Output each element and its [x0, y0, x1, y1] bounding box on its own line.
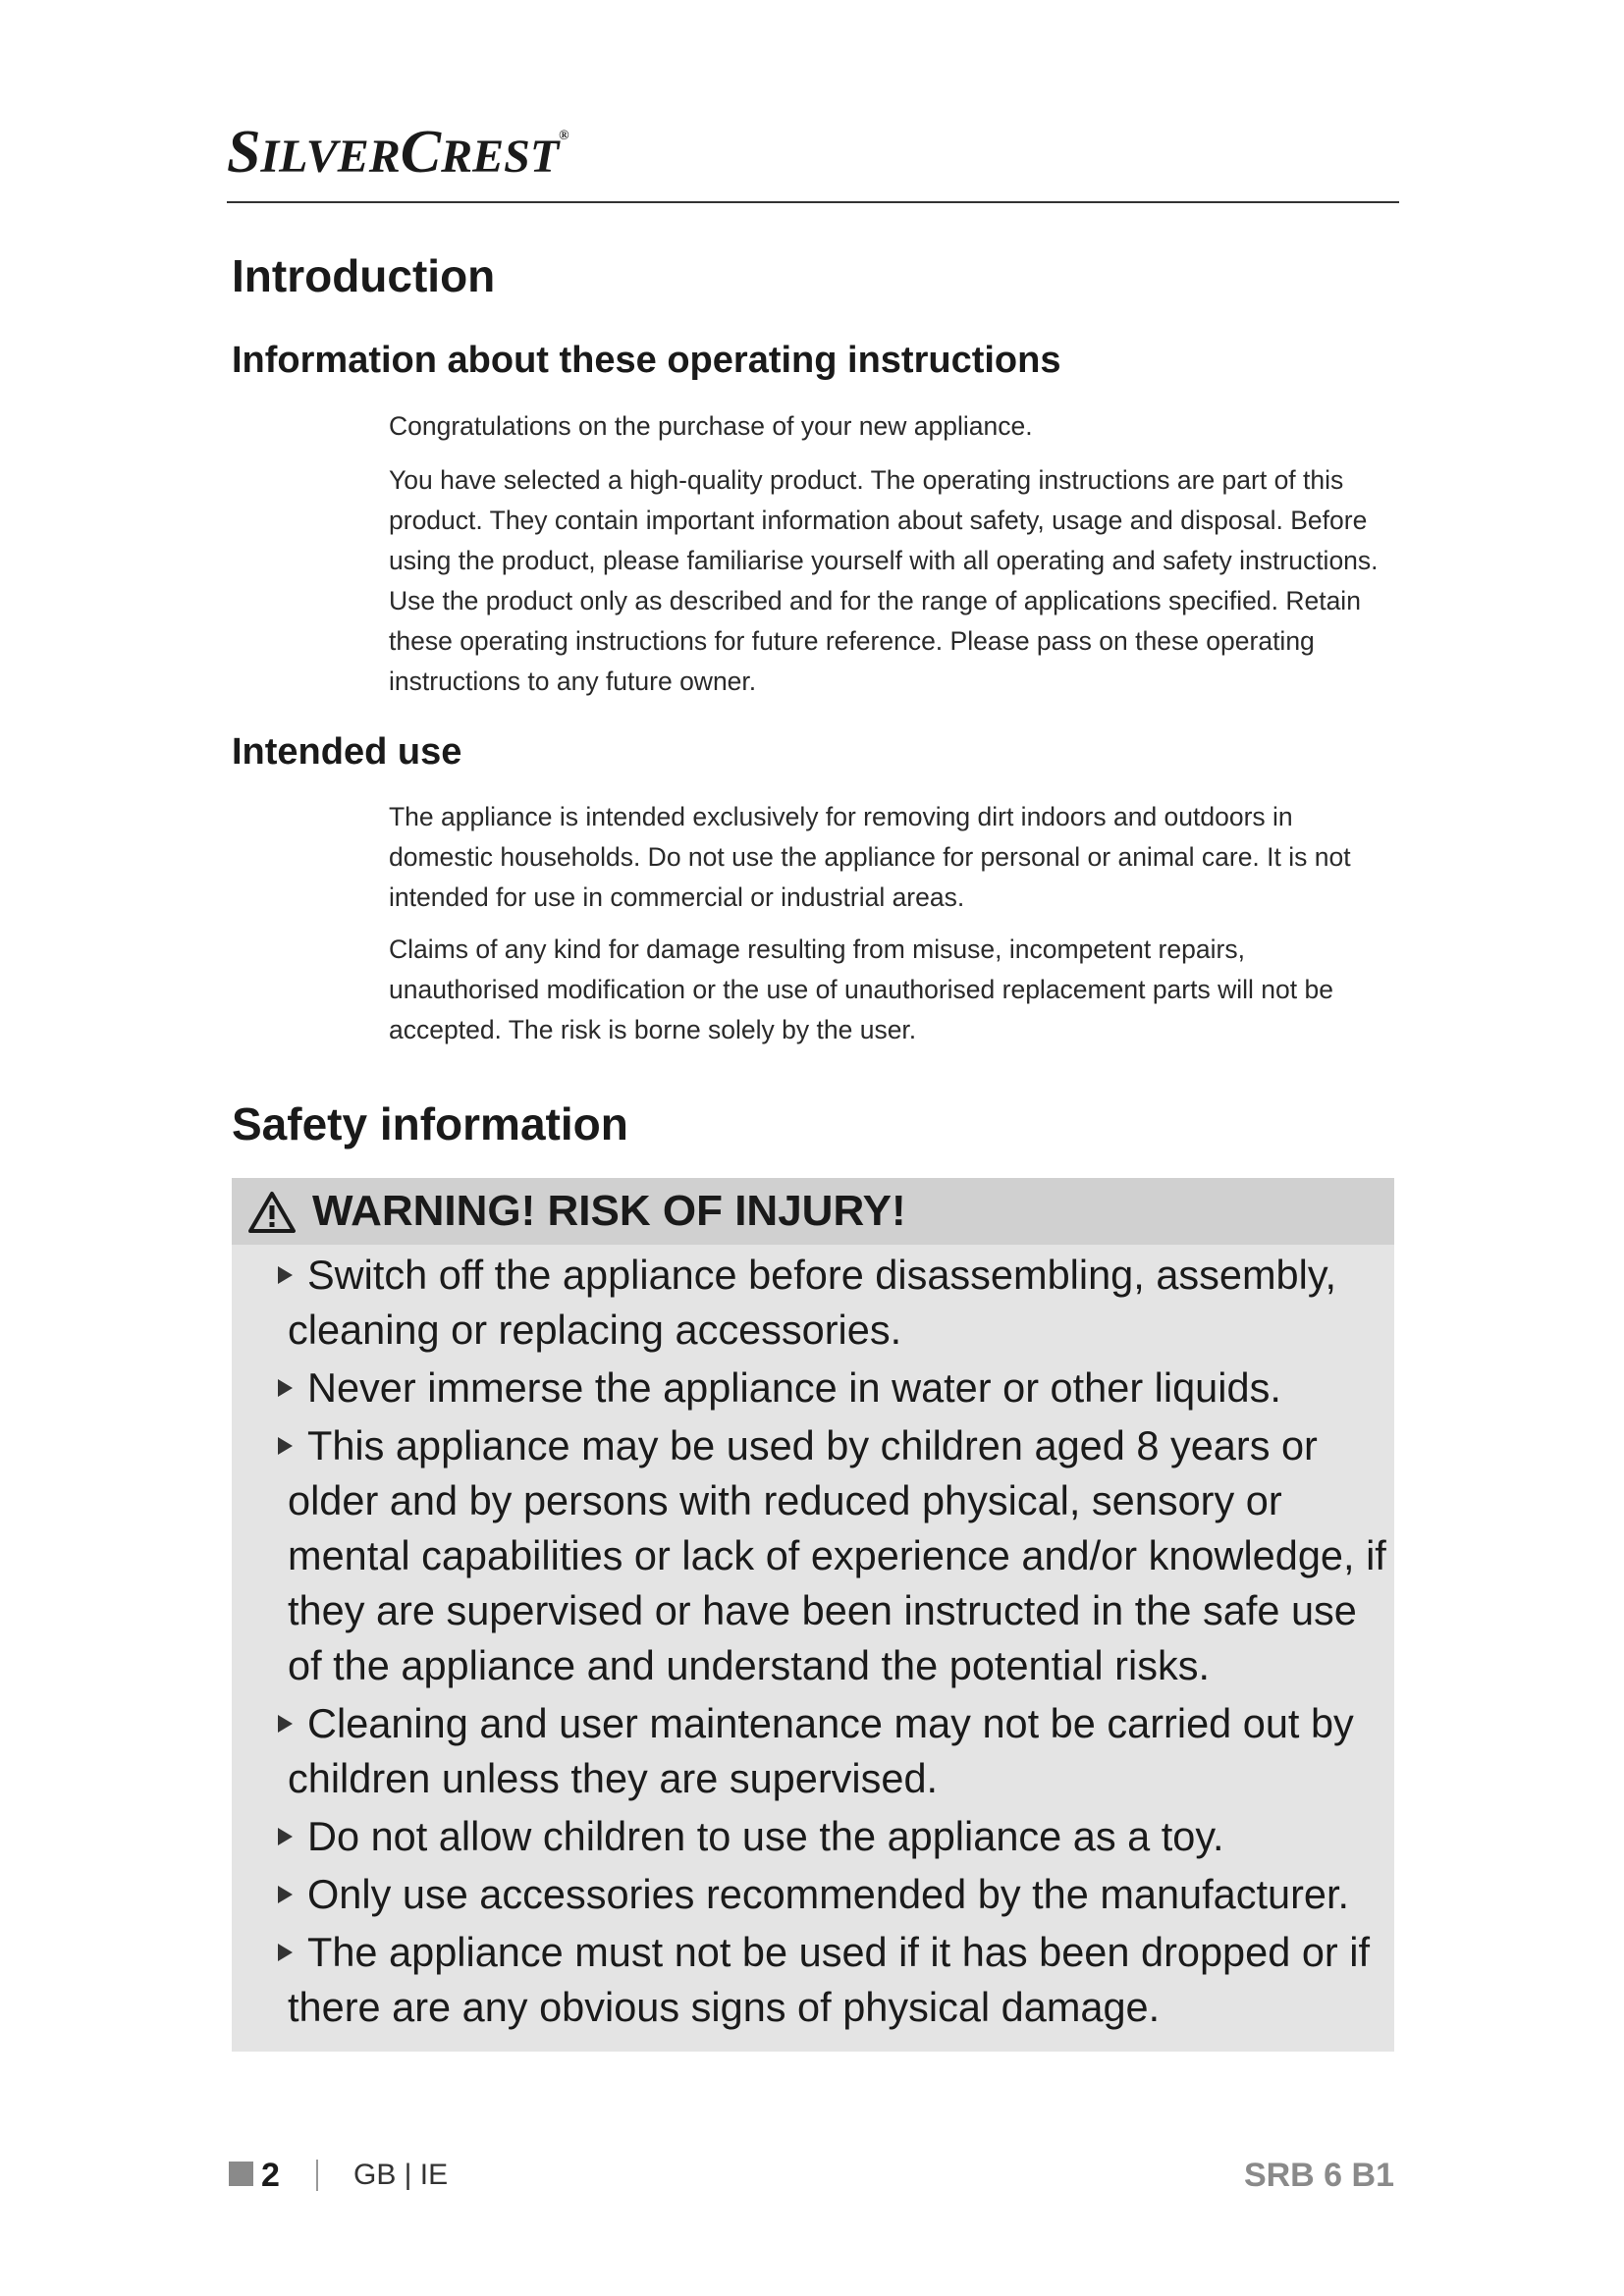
- warning-title: WARNING! RISK OF INJURY!: [312, 1187, 906, 1235]
- warning-bullet: This appliance may be used by children aged 8 years or older and by persons with reduced physical, sensory or mental capabilities or lack of experience and/or knowledge, if they are supervised or have been instructed in the safe use of the appliance and understand the potential risks.: [232, 1418, 1394, 1693]
- bullet-arrow-icon: [278, 1379, 293, 1397]
- warning-triangle-icon: [247, 1191, 297, 1234]
- warning-bullet: Never immerse the appliance in water or other liquids.: [232, 1361, 1394, 1415]
- bullet-arrow-icon: [278, 1437, 293, 1455]
- intro-paragraph-product-info: You have selected a high-quality product. The operating instructions are part of this product. They contain important information about safety, usage and disposal. Before using the product, please familiarise yourself with all operating and safety instructions. Use the product only as described and for the range of applications specified. Retain these operating instructions for future reference. Please pass on these operating instructions to any future owner.: [389, 465, 1379, 696]
- footer-square-marker: [229, 2162, 253, 2186]
- intended-use-heading: Intended use: [232, 731, 462, 773]
- bullet-arrow-icon: [278, 1266, 293, 1284]
- page-number: 2: [261, 2157, 280, 2194]
- footer-divider: [316, 2160, 318, 2191]
- safety-information-heading: Safety information: [232, 1098, 628, 1149]
- language-codes: GB | IE: [353, 2159, 449, 2191]
- warning-bullet-list: [232, 1245, 1394, 2035]
- silvercrest-logo: SILVERCREST®: [227, 119, 569, 186]
- bullet-arrow-icon: [278, 1886, 293, 1903]
- warning-bullet: Only use accessories recommended by the manufacturer.: [232, 1867, 1394, 1922]
- warning-bullet: Cleaning and user maintenance may not be carried out by children unless they are supervised.: [232, 1696, 1394, 1806]
- operating-instructions-heading: Information about these operating instructions: [232, 340, 1061, 381]
- intended-use-paragraph: The appliance is intended exclusively for removing dirt indoors and outdoors in domestic households. Do not use the appliance for personal or animal care. It is not intended for use in commercial or industrial areas.: [389, 802, 1351, 912]
- introduction-heading: Introduction: [232, 250, 496, 301]
- intro-paragraph-congratulations: Congratulations on the purchase of your new appliance.: [389, 411, 1033, 441]
- model-number: SRB 6 B1: [1243, 2157, 1394, 2194]
- page-footer: [0, 2156, 1624, 2195]
- warning-bullet: Switch off the appliance before disassembling, assembly, cleaning or replacing accessories.: [232, 1248, 1394, 1358]
- warning-box: [232, 1178, 1394, 2052]
- bullet-arrow-icon: [278, 1828, 293, 1845]
- bullet-arrow-icon: [278, 1944, 293, 1961]
- liability-paragraph: Claims of any kind for damage resulting from misuse, incompetent repairs, unauthorised modification or the use of unauthorised replacement parts will not be accepted. The risk is borne solely by the user.: [389, 934, 1333, 1044]
- warning-bullet: The appliance must not be used if it has been dropped or if there are any obvious signs of physical damage.: [232, 1925, 1394, 2035]
- bullet-arrow-icon: [278, 1715, 293, 1733]
- header-divider: [227, 201, 1399, 203]
- warning-header: [232, 1178, 1394, 1245]
- warning-bullet: Do not allow children to use the appliance as a toy.: [232, 1809, 1394, 1864]
